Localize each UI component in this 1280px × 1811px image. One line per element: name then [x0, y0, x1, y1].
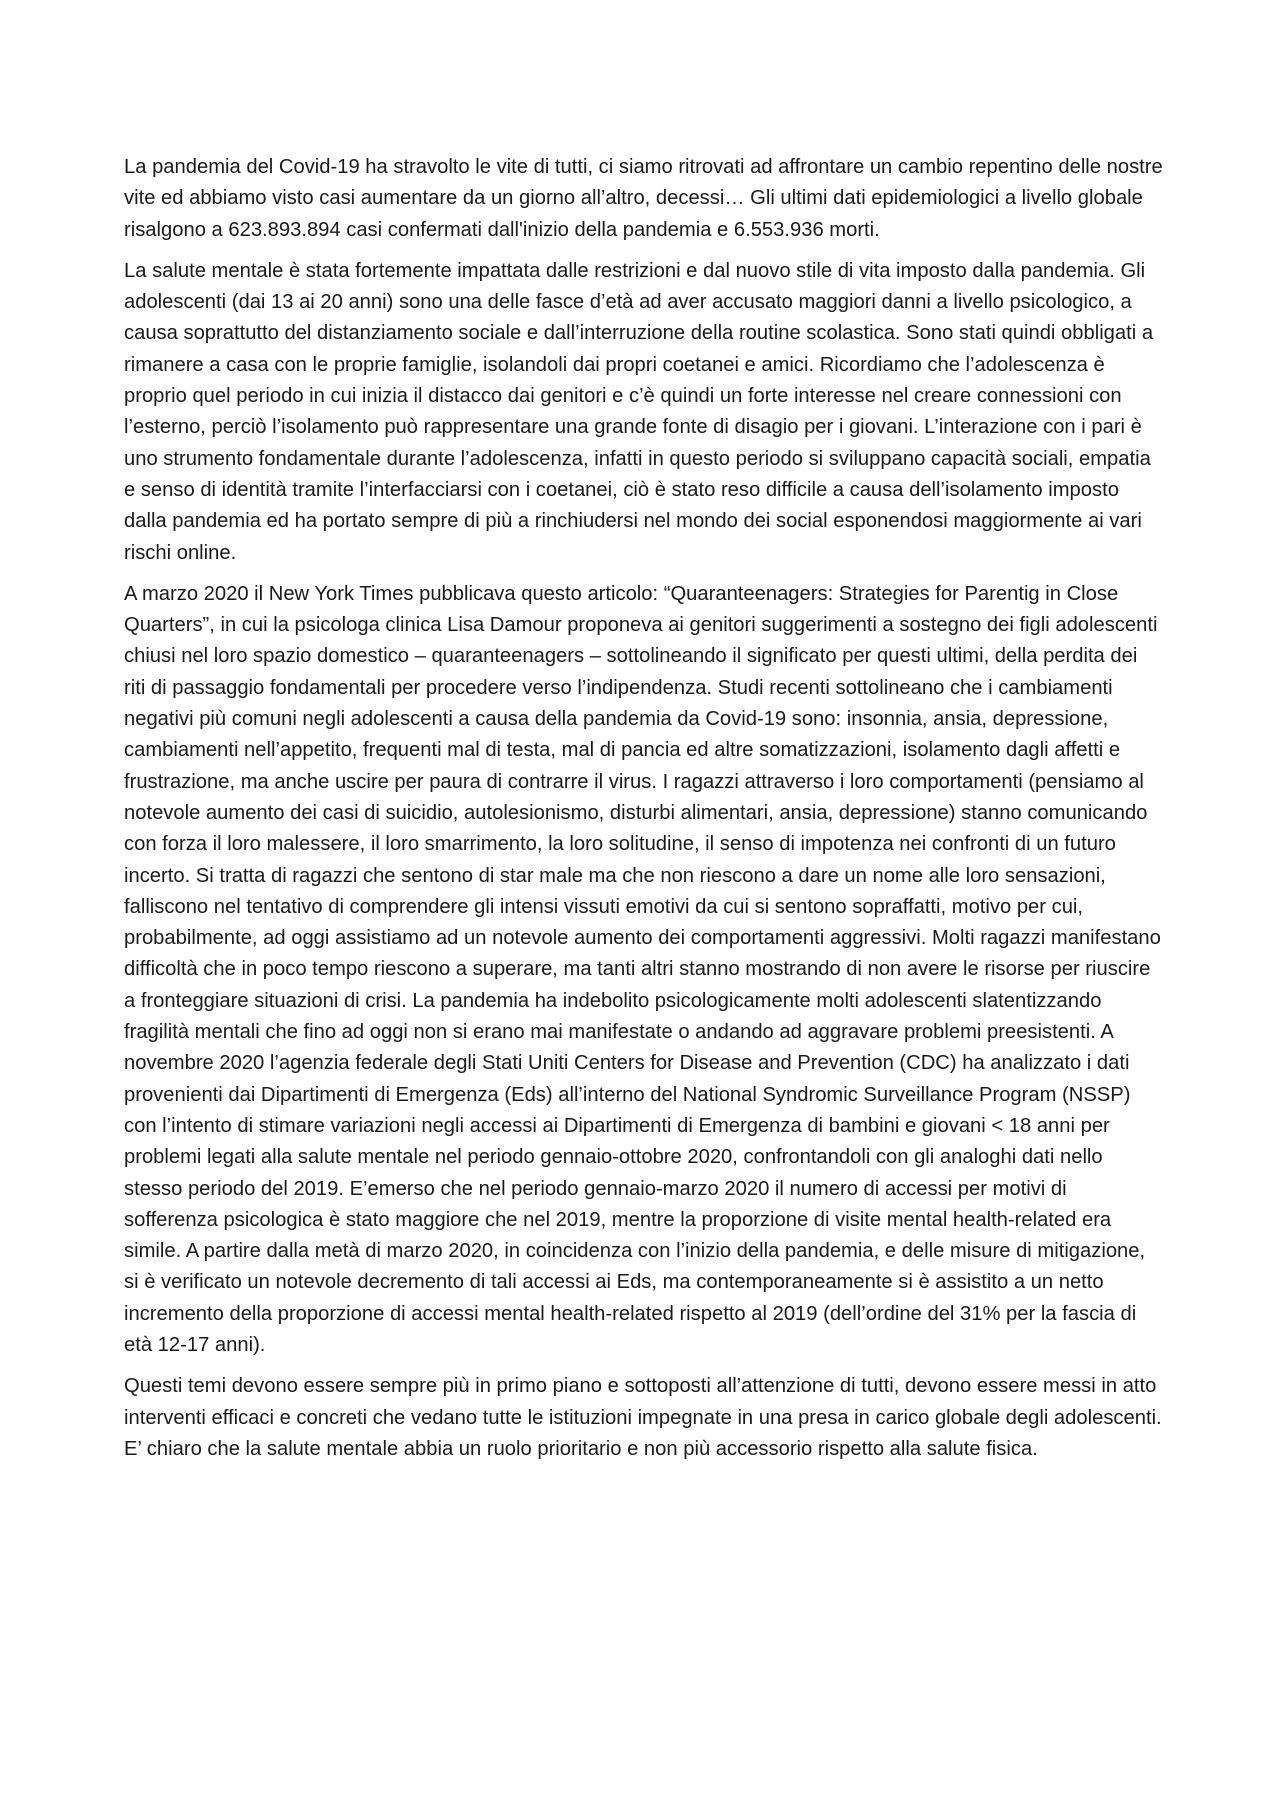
document-body: [124, 152, 1164, 1465]
paragraph-conclusion: Questi temi devono essere sempre più in primo piano e sottoposti all’attenzione di tutti, devono essere messi in atto interventi efficaci e concreti che vedano tutte le istituzioni impegnate in una presa in carico globale degli adolescenti. E’ chiaro che la salute mentale abbia un ruolo prioritario e non più accessorio rispetto alla salute fisica.: [124, 1375, 1162, 1460]
paragraph-research: A marzo 2020 il New York Times pubblicava questo articolo: “Quaranteenagers: Strategies for Parentig in Close Quarters”, in cui la psicologa clinica Lisa Damour proponeva ai genitori suggerimenti a sostegno dei figli adolescenti chiusi nel loro spazio domestico – quaranteenagers – sottolineando il significato per questi ultimi, della perdita dei riti di passaggio fondamentali per procedere verso l’indipendenza. Studi recenti sottolineano che i cambiamenti negativi più comuni negli adolescenti a causa della pandemia da Covid-19 sono: insonnia, ansia, depressione, cambiamenti nell’appetito, frequenti mal di testa, mal di pancia ed altre somatizzazioni, isolamento dagli affetti e frustrazione, ma anche uscire per paura di contrarre il virus. I ragazzi attraverso i loro comportamenti (pensiamo al notevole aumento dei casi di suicidio, autolesionismo, disturbi alimentari, ansia, depressione) stanno comunicando con forza il loro malessere, il loro smarrimento, la loro solitudine, il senso di impotenza nei confronti di un futuro incerto. Si tratta di ragazzi che sentono di star male ma che non riescono a dare un nome alle loro sensazioni, falliscono nel tentativo di comprendere gli intensi vissuti emotivi da cui si sentono sopraffatti, motivo per cui, probabilmente, ad oggi assistiamo ad un notevole aumento dei comportamenti aggressivi. Molti ragazzi manifestano difficoltà che in poco tempo riescono a superare, ma tanti altri stanno mostrando di non avere le risorse per riuscire a fronteggiare situazioni di crisi. La pandemia ha indebolito psicologicamente molti adolescenti slatentizzando fragilità mentali che fino ad oggi non si erano mai manifestate o andando ad aggravare problemi preesistenti. A novembre 2020 l’agenzia federale degli Stati Uniti Centers for Disease and Prevention (CDC) ha analizzato i dati provenienti dai Dipartimenti di Emergenza (Eds) all’interno del National Syndromic Surveillance Program (NSSP) con l’intento di stimare variazioni negli accessi ai Dipartimenti di Emergenza di bambini e giovani < 18 anni per problemi legati alla salute mentale nel periodo gennaio-ottobre 2020, confrontandoli con gli analoghi dati nello stesso periodo del 2019. E’emerso che nel periodo gennaio-marzo 2020 il numero di accessi per motivi di sofferenza psicologica è stato maggiore che nel 2019, mentre la proporzione di visite mental health-related era simile. A partire dalla metà di marzo 2020, in coincidenza con l’inizio della pandemia, e delle misure di mitigazione, si è verificato un notevole decremento di tali accessi ai Eds, ma contemporaneamente si è assistito a un netto incremento della proporzione di accessi mental health-related rispetto al 2019 (dell’ordine del 31% per la fascia di età 12-17 anni).: [124, 582, 1161, 1356]
paragraph-intro: La pandemia del Covid-19 ha stravolto le vite di tutti, ci siamo ritrovati ad affrontare un cambio repentino delle nostre vite ed abbiamo visto casi aumentare da un giorno all’altro, decessi… Gli ultimi dati epidemiologici a livello globale risalgono a 623.893.894 casi confermati dall'inizio della pandemia e 6.553.936 morti.: [124, 156, 1163, 241]
paragraph-mental-health: La salute mentale è stata fortemente impattata dalle restrizioni e dal nuovo stile di vita imposto dalla pandemia. Gli adolescenti (dai 13 ai 20 anni) sono una delle fasce d’età ad aver accusato maggiori danni a livello psicologico, a causa soprattutto del distanziamento sociale e dall’interruzione della routine scolastica. Sono stati quindi obbligati a rimanere a casa con le proprie famiglie, isolandoli dai propri coetanei e amici. Ricordiamo che l’adolescenza è proprio quel periodo in cui inizia il distacco dai genitori e c’è quindi un forte interesse nel creare connessioni con l’esterno, perciò l’isolamento può rappresentare una grande fonte di disagio per i giovani. L’interazione con i pari è uno strumento fondamentale durante l’adolescenza, infatti in questo periodo si sviluppano capacità sociali, empatia e senso di identità tramite l’interfacciarsi con i coetanei, ciò è stato reso difficile a causa dell’isolamento imposto dalla pandemia ed ha portato sempre di più a rinchiudersi nel mondo dei social esponendosi maggiormente ai vari rischi online.: [124, 259, 1154, 564]
